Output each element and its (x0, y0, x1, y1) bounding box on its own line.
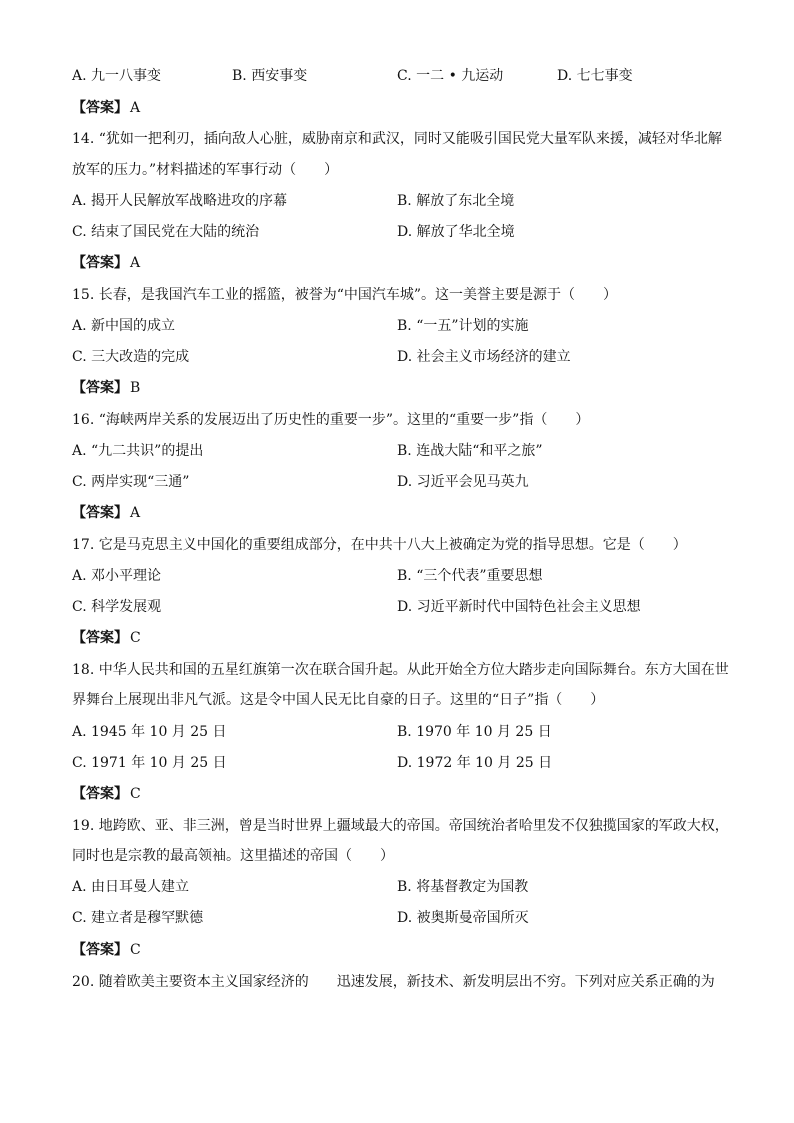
q20-stem-line1: 20. 随着欧美主要资本主义国家经济的 迅速发展，新技术、新发明层出不穷。下列对应关系正确的为 (72, 974, 715, 990)
answer-value: C (130, 630, 141, 646)
q19-stem-line1: 19. 地跨欧、亚、非三洲，曾是当时世界上疆域最大的帝国。帝国统治者哈里发不仅独揽国家的军政大权， (72, 818, 729, 834)
q16-stem-line1: 16. “海峡两岸关系的发展迈出了历史性的重要一步”。这里的“重要一步”指（ ） (72, 412, 590, 428)
answer-label: 【答案】 (72, 630, 128, 646)
q17-answer (72, 628, 141, 648)
q17-option-d: D. 习近平新时代中国特色社会主义思想 (397, 599, 641, 615)
q13-answer (72, 98, 140, 118)
answer-label: 【答案】 (72, 255, 128, 271)
q18-option-b: B. 1970 年 10 月 25 日 (397, 724, 552, 740)
q17-option-a: A. 邓小平理论 (72, 568, 162, 584)
q16-option-b: B. 连战大陆“和平之旅” (397, 443, 543, 459)
q15-option-d: D. 社会主义市场经济的建立 (397, 349, 571, 365)
q18-stem-line2: 界舞台上展现出非凡气派。这是令中国人民无比自豪的日子。这里的“日子”指（ ） (72, 692, 605, 708)
answer-label: 【答案】 (72, 786, 128, 802)
q15-stem-line1: 15. 长春，是我国汽车工业的摇篮，被誉为“中国汽车城”。这一美誉主要是源于（ ） (72, 287, 618, 303)
q19-option-d: D. 被奥斯曼帝国所灭 (397, 910, 529, 926)
q14-stem-line1: 14. “犹如一把利刃，插向敌人心脏，威胁南京和武汉，同时又能吸引国民党大量军队来援，减轻对华北解 (72, 131, 722, 147)
q18-option-d: D. 1972 年 10 月 25 日 (397, 755, 553, 771)
q14-option-d: D. 解放了华北全境 (397, 224, 515, 240)
q17-stem-line1: 17. 它是马克思主义中国化的重要组成部分，在中共十八大上被确定为党的指导思想。它是（ ） (72, 537, 687, 553)
q14-option-b: B. 解放了东北全境 (397, 193, 515, 209)
answer-value: A (130, 255, 141, 271)
q14-option-c: C. 结束了国民党在大陆的统治 (72, 224, 260, 240)
answer-value: B (130, 380, 141, 396)
q18-option-c: C. 1971 年 10 月 25 日 (72, 755, 227, 771)
answer-label: 【答案】 (72, 380, 128, 396)
q17-option-b: B. “三个代表”重要思想 (397, 568, 543, 584)
answer-value: C (130, 942, 141, 958)
q14-stem-line2: 放军的压力。”材料描述的军事行动（ ） (72, 162, 339, 178)
q15-option-a: A. 新中国的成立 (72, 318, 176, 334)
q19-option-a: A. 由日耳曼人建立 (72, 879, 190, 895)
q19-answer (72, 940, 141, 960)
answer-label: 【答案】 (72, 100, 128, 116)
q19-option-b: B. 将基督教定为国教 (397, 879, 529, 895)
q16-option-d: D. 习近平会见马英九 (397, 474, 529, 490)
q16-answer (72, 503, 140, 523)
q15-option-c: C. 三大改造的完成 (72, 349, 190, 365)
q14-answer (72, 253, 140, 273)
q15-answer (72, 378, 140, 398)
answer-value: A (130, 100, 141, 116)
q13-option-b: B. 西安事变 (232, 68, 308, 84)
q13-option-c: C. 一二 • 九运动 (397, 68, 504, 84)
answer-label: 【答案】 (72, 505, 128, 521)
q17-option-c: C. 科学发展观 (72, 599, 162, 615)
q18-option-a: A. 1945 年 10 月 25 日 (72, 724, 227, 740)
q15-option-b: B. “一五”计划的实施 (397, 318, 529, 334)
q19-stem-line2: 同时也是宗教的最高领袖。这里描述的帝国（ ） (72, 848, 394, 864)
q19-option-c: C. 建立者是穆罕默德 (72, 910, 204, 926)
q16-option-c: C. 两岸实现“三通” (72, 474, 190, 490)
q13-option-a: A. 九一八事变 (72, 68, 162, 84)
q18-stem-line1: 18. 中华人民共和国的五星红旗第一次在联合国升起。从此开始全方位大踏步走向国际舞台。东方大国在世 (72, 662, 729, 678)
answer-label: 【答案】 (72, 942, 128, 958)
answer-value: C (130, 786, 141, 802)
q13-option-d: D. 七七事变 (557, 68, 633, 84)
q16-option-a: A. “九二共识”的提出 (72, 443, 204, 459)
q18-answer (72, 784, 141, 804)
answer-value: A (130, 505, 141, 521)
q14-option-a: A. 揭开人民解放军战略进攻的序幕 (72, 193, 288, 209)
